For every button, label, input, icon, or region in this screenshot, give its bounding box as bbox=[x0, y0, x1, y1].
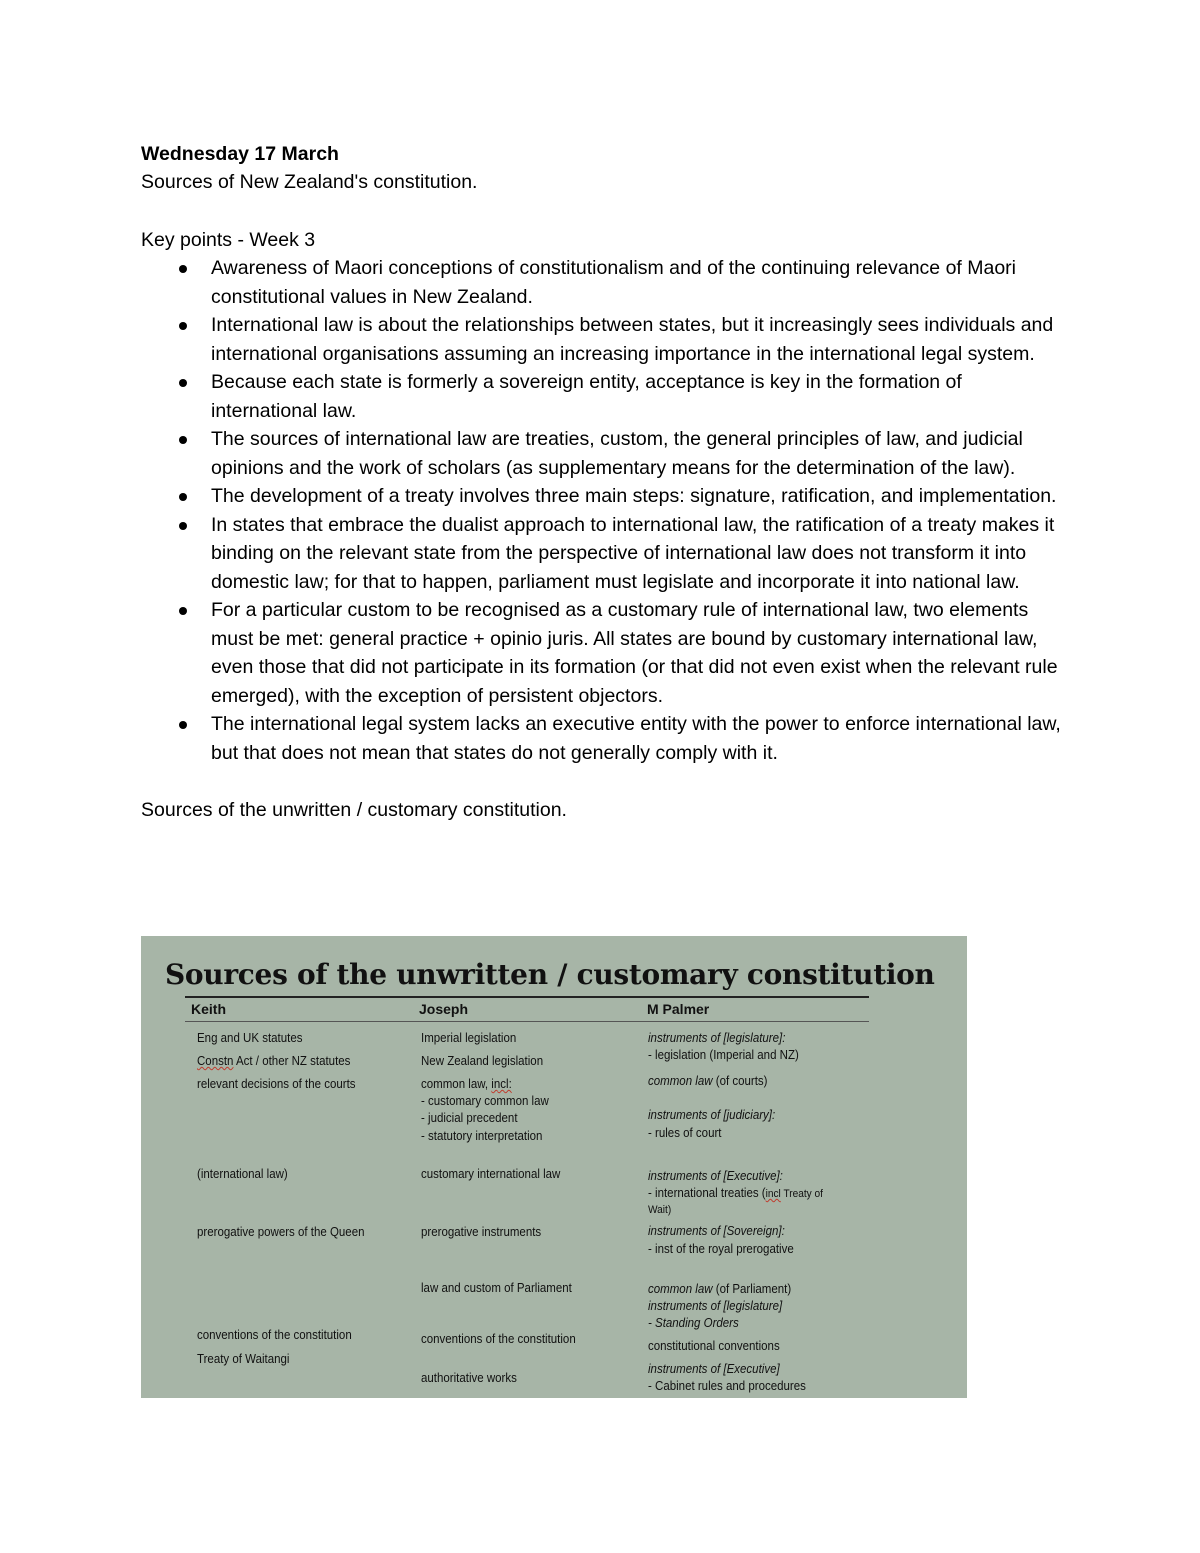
bullet-icon bbox=[179, 265, 187, 273]
joseph-cell-text: common law, bbox=[421, 1077, 492, 1091]
bullet-icon bbox=[179, 721, 187, 729]
list-item bbox=[141, 311, 1071, 368]
palmer-cell: instruments of [legislature] bbox=[648, 1299, 783, 1313]
joseph-cell: prerogative instruments bbox=[421, 1225, 542, 1239]
title-rule bbox=[185, 996, 869, 998]
palmer-cell bbox=[648, 1073, 768, 1090]
palmer-cell: instruments of [Executive]: bbox=[648, 1169, 783, 1183]
bullet-icon bbox=[179, 607, 187, 615]
header-rule bbox=[185, 1021, 869, 1022]
joseph-cell: conventions of the constitution bbox=[421, 1332, 576, 1346]
document-date-heading: Wednesday 17 March bbox=[141, 143, 339, 165]
list-item-text: Because each state is formerly a sovereign entity, acceptance is key in the formation of international law. bbox=[211, 371, 962, 422]
joseph-cell: New Zealand legislation bbox=[421, 1054, 544, 1068]
palmer-cell-italic: common law bbox=[648, 1074, 713, 1088]
palmer-cell-text: - international treaties ( bbox=[648, 1186, 766, 1200]
bullet-icon bbox=[179, 436, 187, 444]
palmer-cell: instruments of [Executive] bbox=[648, 1362, 780, 1376]
palmer-cell bbox=[648, 1281, 791, 1298]
key-points-heading: Key points - Week 3 bbox=[141, 228, 316, 251]
palmer-cell-text: Treaty of bbox=[780, 1188, 824, 1200]
list-item bbox=[141, 254, 1071, 311]
list-item-text: The sources of international law are treaties, custom, the general principles of law, and judicial opinions and the work of scholars (as supplementary means for the determination of the law). bbox=[211, 428, 1023, 479]
palmer-cell: - Standing Orders bbox=[648, 1316, 739, 1330]
palmer-cell: - rules of court bbox=[648, 1126, 722, 1140]
palmer-cell: - legislation (Imperial and NZ) bbox=[648, 1048, 799, 1062]
keith-cell: prerogative powers of the Queen bbox=[197, 1225, 365, 1239]
palmer-cell bbox=[648, 1185, 823, 1203]
keith-cell bbox=[197, 1053, 350, 1070]
keith-cell-text: Act / other NZ statutes bbox=[233, 1054, 351, 1068]
bullet-icon bbox=[179, 493, 187, 501]
keith-cell: conventions of the constitution bbox=[197, 1328, 352, 1342]
joseph-cell: customary international law bbox=[421, 1167, 561, 1181]
document-subtitle: Sources of New Zealand's constitution. bbox=[141, 171, 478, 193]
bullet-icon bbox=[179, 322, 187, 330]
palmer-cell: instruments of [legislature]: bbox=[648, 1031, 786, 1045]
joseph-cell: - customary common law bbox=[421, 1094, 549, 1108]
list-item bbox=[141, 511, 1071, 597]
section-heading: Sources of the unwritten / customary constitution. bbox=[141, 799, 567, 821]
palmer-cell: Wait) bbox=[648, 1204, 672, 1216]
palmer-cell: instruments of [Sovereign]: bbox=[648, 1224, 785, 1238]
keith-cell: relevant decisions of the courts bbox=[197, 1077, 356, 1091]
palmer-cell: - inst of the royal prerogative bbox=[648, 1242, 794, 1256]
list-item-text: Awareness of Maori conceptions of constitutionalism and of the continuing relevance of Maori constitutional values in New Zealand. bbox=[211, 257, 1017, 308]
joseph-cell: Imperial legislation bbox=[421, 1031, 517, 1045]
joseph-cell: law and custom of Parliament bbox=[421, 1281, 572, 1295]
joseph-cell: - statutory interpretation bbox=[421, 1129, 543, 1143]
spellcheck-word: Constn bbox=[197, 1054, 234, 1068]
spellcheck-word: incl bbox=[765, 1188, 781, 1200]
joseph-cell bbox=[421, 1076, 512, 1093]
list-item bbox=[141, 482, 1071, 511]
column-header-palmer: M Palmer bbox=[647, 1001, 710, 1017]
list-item-text: International law is about the relationships between states, but it increasingly sees individuals and international organisations assuming an increasing importance in the international legal system. bbox=[211, 314, 1054, 365]
list-item bbox=[141, 596, 1071, 710]
keith-cell: Eng and UK statutes bbox=[197, 1031, 303, 1045]
palmer-cell-italic: common law bbox=[648, 1282, 713, 1296]
list-item-text: The international legal system lacks an executive entity with the power to enforce international law, but that does not mean that states do not generally comply with it. bbox=[211, 713, 1061, 764]
palmer-cell: constitutional conventions bbox=[648, 1339, 780, 1353]
column-header-joseph: Joseph bbox=[419, 1001, 469, 1017]
document-page bbox=[141, 140, 1071, 825]
embedded-table-title: Sources of the unwritten / customary constitution bbox=[165, 958, 935, 991]
list-item bbox=[141, 368, 1071, 425]
list-item-text: For a particular custom to be recognised as a customary rule of international law, two elements must be met: general practice + opinio juris. All states are bound by customary international law, even those that did not participate in its formation (or that did not even exist when the relevant rule emerged), with the exception of persistent objectors. bbox=[211, 599, 1058, 707]
joseph-cell: - judicial precedent bbox=[421, 1111, 518, 1125]
palmer-cell-text: (of courts) bbox=[712, 1074, 768, 1088]
palmer-cell: - Cabinet rules and procedures bbox=[648, 1379, 806, 1393]
joseph-cell: authoritative works bbox=[421, 1371, 517, 1385]
keith-cell: (international law) bbox=[197, 1167, 288, 1181]
spellcheck-word: incl: bbox=[491, 1077, 512, 1091]
column-header-keith: Keith bbox=[191, 1001, 226, 1017]
embedded-table-image bbox=[141, 936, 967, 1398]
palmer-cell-text: (of Parliament) bbox=[712, 1282, 792, 1296]
list-item bbox=[141, 710, 1071, 767]
key-points-list bbox=[141, 254, 1071, 767]
list-item bbox=[141, 425, 1071, 482]
list-item-text: In states that embrace the dualist approach to international law, the ratification of a treaty makes it binding on the relevant state from the perspective of international law does not transform it into domestic law; for that to happen, parliament must legislate and incorporate it into national law. bbox=[211, 513, 1055, 593]
list-item-text: The development of a treaty involves three main steps: signature, ratification, and implementation. bbox=[211, 485, 1057, 507]
palmer-cell: instruments of [judiciary]: bbox=[648, 1108, 776, 1122]
bullet-icon bbox=[179, 379, 187, 387]
bullet-icon bbox=[179, 522, 187, 530]
keith-cell: Treaty of Waitangi bbox=[197, 1352, 290, 1366]
